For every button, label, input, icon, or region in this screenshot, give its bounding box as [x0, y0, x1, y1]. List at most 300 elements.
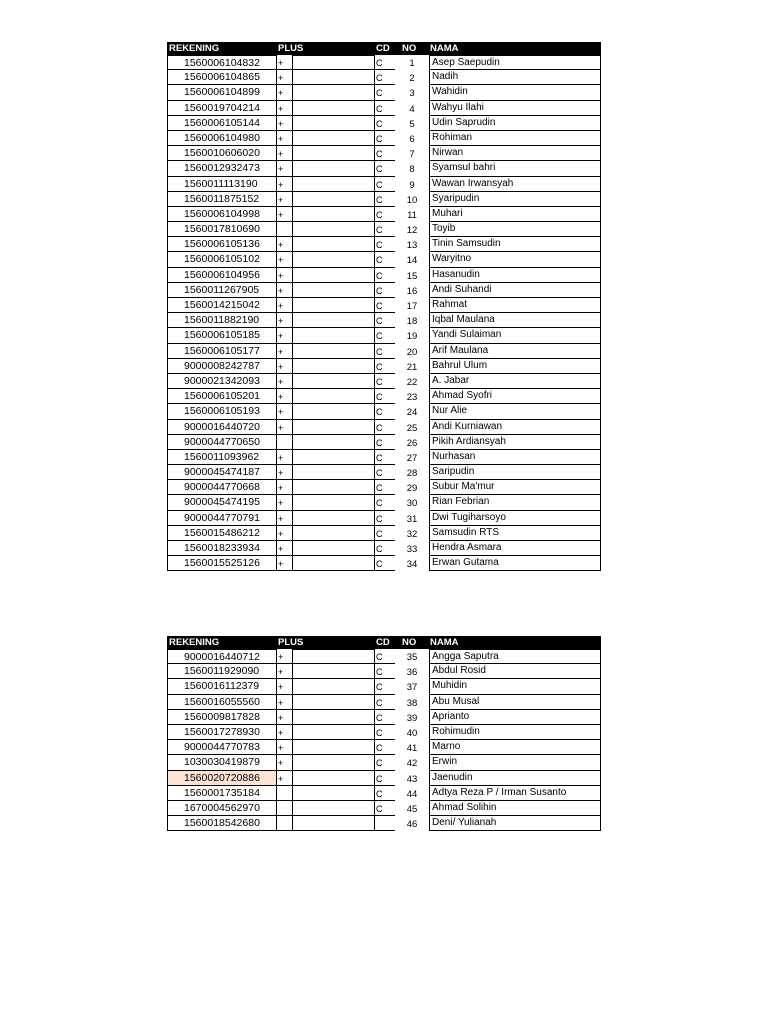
nama-cell: Erwan Gutama: [429, 556, 601, 571]
plus-cell: +: [277, 207, 292, 222]
cd-cell: C: [375, 664, 395, 679]
rekening-cell: 1560011093962: [167, 450, 277, 465]
cd-cell: C: [375, 725, 395, 740]
table-row: [167, 786, 601, 801]
nama-cell: Ahmad Syofri: [429, 389, 601, 404]
rekening-cell: 1560014215042: [167, 298, 277, 313]
nama-cell: Andi Suhandi: [429, 283, 601, 298]
nama-cell: Wahidin: [429, 85, 601, 100]
no-cell: 17: [406, 301, 418, 312]
plus-cell: +: [277, 740, 292, 755]
no-cell: 8: [409, 164, 415, 176]
nama-cell: Asep Saepudin: [429, 55, 601, 70]
empty-input-cell: [292, 298, 375, 313]
table-row: [167, 435, 601, 450]
rekening-cell: 1560019704214: [167, 101, 277, 116]
no-cell: 32: [406, 528, 418, 540]
table-row: [167, 710, 601, 725]
header-nama: NAMA: [430, 637, 459, 648]
header-rekening: REKENING: [169, 43, 220, 54]
cd-cell: C: [375, 755, 395, 770]
empty-input-cell: [292, 695, 375, 710]
table-row: [167, 389, 601, 404]
plus-cell: +: [277, 237, 292, 252]
rekening-cell: 1560006104998: [167, 207, 277, 222]
plus-cell: +: [277, 526, 292, 541]
no-cell: 18: [406, 316, 418, 328]
nama-cell: Arif Maulana: [429, 344, 601, 359]
cd-cell: C: [375, 328, 395, 343]
cd-cell: C: [375, 101, 395, 116]
rekening-cell: 9000016440712: [167, 649, 277, 664]
plus-cell: +: [277, 359, 292, 374]
cd-cell: C: [375, 313, 395, 328]
table-row: [167, 101, 601, 116]
no-cell: 11: [407, 209, 417, 221]
plus-cell: +: [277, 101, 292, 116]
nama-cell: Rian Febrian: [429, 495, 601, 510]
table-section-1: [167, 42, 601, 571]
no-cell: 19: [406, 331, 418, 343]
empty-input-cell: [292, 161, 375, 176]
no-cell: 24: [406, 407, 418, 419]
rekening-cell: 9000044770668: [167, 480, 277, 495]
plus-cell: +: [277, 131, 292, 146]
nama-cell: Subur Ma'mur: [429, 480, 601, 495]
cd-cell: C: [375, 268, 395, 283]
plus-cell: +: [277, 298, 292, 313]
plus-cell: +: [277, 177, 292, 192]
cd-cell: C: [375, 404, 395, 419]
plus-cell: +: [277, 268, 292, 283]
empty-input-cell: [292, 725, 375, 740]
nama-cell: Andi Kurniawan: [429, 420, 601, 435]
empty-input-cell: [292, 222, 375, 237]
cd-cell: C: [375, 465, 395, 480]
table-row: [167, 801, 601, 816]
table-row: [167, 298, 601, 313]
nama-cell: Nurhasan: [429, 450, 601, 465]
no-cell: 5: [409, 118, 415, 130]
rekening-cell: 1560020720886: [167, 771, 277, 786]
empty-input-cell: [292, 495, 375, 510]
no-cell: 26: [406, 437, 418, 449]
nama-cell: Muhari: [429, 207, 601, 222]
empty-input-cell: [292, 85, 375, 100]
rekening-cell: 1560006105144: [167, 116, 277, 131]
no-cell: 42: [406, 758, 418, 770]
table-row: [167, 495, 601, 510]
table-row: [167, 328, 601, 343]
nama-cell: Hasanudin: [429, 268, 601, 283]
nama-cell: Dwi Tugiharsoyo: [429, 511, 601, 526]
cd-cell: C: [375, 298, 395, 313]
nama-cell: Hendra Asmara: [429, 541, 601, 556]
table-row: [167, 207, 601, 222]
plus-cell: +: [277, 313, 292, 328]
rekening-cell: 1560018542680: [167, 816, 277, 831]
nama-cell: Aprianto: [429, 710, 601, 725]
table-section-2: [167, 636, 601, 831]
plus-cell: +: [277, 374, 292, 389]
empty-input-cell: [292, 740, 375, 755]
table-row: [167, 740, 601, 755]
nama-cell: A. Jabar: [429, 374, 601, 389]
no-cell: 35: [406, 652, 418, 663]
nama-cell: Nirwan: [429, 146, 601, 161]
no-cell: 38: [406, 697, 418, 709]
plus-cell: +: [277, 710, 292, 725]
cd-cell: C: [375, 420, 395, 435]
cd-cell: C: [375, 495, 395, 510]
nama-cell: Samsudin RTS: [429, 526, 601, 541]
no-cell: 40: [406, 727, 418, 739]
cd-cell: C: [375, 116, 395, 131]
plus-cell: +: [277, 480, 292, 495]
empty-input-cell: [292, 328, 375, 343]
no-cell: 10: [406, 194, 418, 206]
empty-input-cell: [292, 374, 375, 389]
rekening-cell: 1560006104865: [167, 70, 277, 85]
table-row: [167, 725, 601, 740]
nama-cell: Rohimudin: [429, 725, 601, 740]
plus-cell: +: [277, 55, 292, 70]
table-row: [167, 420, 601, 435]
empty-input-cell: [292, 70, 375, 85]
empty-input-cell: [292, 283, 375, 298]
table-row: [167, 116, 601, 131]
plus-cell: +: [277, 328, 292, 343]
plus-cell: +: [277, 495, 292, 510]
plus-cell: +: [277, 450, 292, 465]
plus-cell: +: [277, 755, 292, 770]
table-row: [167, 664, 601, 679]
plus-cell: [277, 816, 292, 831]
table-row: [167, 313, 601, 328]
no-cell: 6: [409, 133, 415, 145]
rekening-cell: 1560006104899: [167, 85, 277, 100]
cd-cell: C: [375, 480, 395, 495]
empty-input-cell: [292, 101, 375, 116]
nama-cell: Saripudin: [429, 465, 601, 480]
rekening-cell: 1560006105185: [167, 328, 277, 343]
rekening-cell: 1560006105193: [167, 404, 277, 419]
plus-cell: +: [277, 725, 292, 740]
cd-cell: C: [375, 374, 395, 389]
cd-cell: C: [375, 801, 395, 816]
nama-cell: Deni/ Yulianah: [429, 816, 601, 831]
empty-input-cell: [292, 771, 375, 786]
plus-cell: +: [277, 344, 292, 359]
rekening-cell: 1560011929090: [167, 664, 277, 679]
empty-input-cell: [292, 710, 375, 725]
table-row: [167, 816, 601, 831]
header-nama: NAMA: [430, 43, 459, 54]
cd-cell: C: [375, 146, 395, 161]
table-header: [167, 636, 601, 649]
cd-cell: C: [375, 70, 395, 85]
no-cell: 25: [406, 422, 418, 434]
header-no: NO: [402, 637, 417, 648]
empty-input-cell: [292, 404, 375, 419]
nama-cell: Erwin: [429, 755, 601, 770]
cd-cell: C: [375, 740, 395, 755]
no-cell: 27: [406, 452, 418, 464]
rekening-cell: 1030030419879: [167, 755, 277, 770]
rekening-cell: 1560001735184: [167, 786, 277, 801]
plus-cell: +: [277, 192, 292, 207]
empty-input-cell: [292, 344, 375, 359]
rekening-cell: 1560010606020: [167, 146, 277, 161]
plus-cell: +: [277, 420, 292, 435]
table-row: [167, 404, 601, 419]
rekening-cell: 9000044770783: [167, 740, 277, 755]
nama-cell: Syamsul bahri: [429, 161, 601, 176]
empty-input-cell: [292, 389, 375, 404]
empty-input-cell: [292, 480, 375, 495]
rekening-cell: 1560006105201: [167, 389, 277, 404]
nama-cell: Wahyu Ilahi: [429, 101, 601, 116]
nama-cell: Marno: [429, 740, 601, 755]
nama-cell: Rahmat: [429, 298, 601, 313]
plus-cell: +: [277, 161, 292, 176]
table-row: [167, 541, 601, 556]
empty-input-cell: [292, 679, 375, 694]
nama-cell: Bahrul Ulum: [429, 359, 601, 374]
empty-input-cell: [292, 801, 375, 816]
table-row: [167, 283, 601, 298]
no-cell: 45: [406, 803, 418, 815]
cd-cell: C: [375, 131, 395, 146]
cd-cell: C: [375, 679, 395, 694]
no-cell: 21: [406, 361, 418, 373]
cd-cell: C: [375, 177, 395, 192]
rekening-cell: 9000008242787: [167, 359, 277, 374]
nama-cell: Nadih: [429, 70, 601, 85]
nama-cell: Adtya Reza P / Irman Susanto: [429, 786, 601, 801]
no-cell: 43: [406, 773, 418, 785]
no-cell: 34: [406, 559, 418, 571]
plus-cell: +: [277, 679, 292, 694]
plus-cell: +: [277, 649, 292, 664]
table-row: [167, 359, 601, 374]
nama-cell: Muhidin: [429, 679, 601, 694]
nama-cell: Yandi Sulaiman: [429, 328, 601, 343]
table-row: [167, 649, 601, 664]
no-cell: 23: [406, 392, 418, 404]
rekening-cell: 1560012932473: [167, 161, 277, 176]
table-row: [167, 268, 601, 283]
no-cell: 13: [406, 240, 418, 252]
rekening-cell: 9000016440720: [167, 420, 277, 435]
plus-cell: +: [277, 283, 292, 298]
no-cell: 16: [406, 285, 418, 297]
empty-input-cell: [292, 268, 375, 283]
no-cell: 1: [409, 58, 415, 69]
empty-input-cell: [292, 816, 375, 831]
rekening-cell: 1560015486212: [167, 526, 277, 541]
empty-input-cell: [292, 207, 375, 222]
table-row: [167, 252, 601, 267]
empty-input-cell: [292, 511, 375, 526]
no-cell: 20: [406, 346, 418, 358]
cd-cell: [375, 816, 395, 831]
nama-cell: Iqbal Maulana: [429, 313, 601, 328]
no-cell: 9: [409, 179, 415, 191]
rekening-cell: 1560006104956: [167, 268, 277, 283]
header-cd: CD: [376, 43, 390, 54]
cd-cell: C: [375, 237, 395, 252]
nama-cell: Abu Musal: [429, 695, 601, 710]
no-cell: 31: [406, 513, 418, 525]
no-cell: 37: [406, 682, 418, 694]
cd-cell: C: [375, 222, 395, 237]
rekening-cell: 9000045474187: [167, 465, 277, 480]
plus-cell: +: [277, 252, 292, 267]
table-row: [167, 55, 601, 70]
no-cell: 14: [406, 255, 418, 267]
rekening-cell: 1560011267905: [167, 283, 277, 298]
no-cell: 44: [406, 788, 418, 800]
plus-cell: [277, 786, 292, 801]
plus-cell: +: [277, 70, 292, 85]
table-row: [167, 556, 601, 571]
table-row: [167, 755, 601, 770]
rekening-cell: 1560017278930: [167, 725, 277, 740]
no-cell: 22: [406, 376, 418, 388]
plus-cell: +: [277, 85, 292, 100]
table-row: [167, 465, 601, 480]
cd-cell: C: [375, 55, 395, 70]
rekening-cell: 1670004562970: [167, 801, 277, 816]
no-cell: 15: [406, 270, 418, 282]
cd-cell: C: [375, 786, 395, 801]
nama-cell: Jaenudin: [429, 771, 601, 786]
table-row: [167, 192, 601, 207]
no-cell: 28: [406, 468, 418, 480]
empty-input-cell: [292, 556, 375, 571]
table-row: [167, 450, 601, 465]
header-plus: PLUS: [278, 637, 304, 648]
nama-cell: Rohiman: [429, 131, 601, 146]
table-body: [167, 649, 601, 831]
nama-cell: Angga Saputra: [429, 649, 601, 664]
plus-cell: +: [277, 664, 292, 679]
rekening-cell: 1560016055560: [167, 695, 277, 710]
rekening-cell: 1560011875152: [167, 192, 277, 207]
plus-cell: +: [277, 511, 292, 526]
cd-cell: C: [375, 161, 395, 176]
cd-cell: C: [375, 450, 395, 465]
no-cell: 46: [406, 819, 418, 831]
rekening-cell: 9000044770650: [167, 435, 277, 450]
table-row: [167, 222, 601, 237]
table-row: [167, 695, 601, 710]
no-cell: 2: [409, 73, 415, 85]
empty-input-cell: [292, 313, 375, 328]
rekening-cell: 1560009817828: [167, 710, 277, 725]
plus-cell: [277, 801, 292, 816]
plus-cell: +: [277, 771, 292, 786]
plus-cell: +: [277, 404, 292, 419]
empty-input-cell: [292, 541, 375, 556]
rekening-cell: 1560006104980: [167, 131, 277, 146]
table-header: [167, 42, 601, 55]
rekening-cell: 1560006105102: [167, 252, 277, 267]
empty-input-cell: [292, 237, 375, 252]
table-row: [167, 161, 601, 176]
cd-cell: C: [375, 556, 395, 571]
empty-input-cell: [292, 450, 375, 465]
empty-input-cell: [292, 146, 375, 161]
no-cell: 4: [409, 103, 415, 115]
table-row: [167, 177, 601, 192]
rekening-cell: 1560006105177: [167, 344, 277, 359]
nama-cell: Nur Alie: [429, 404, 601, 419]
nama-cell: Pikih Ardiansyah: [429, 435, 601, 450]
nama-cell: Waryitno: [429, 252, 601, 267]
empty-input-cell: [292, 664, 375, 679]
rekening-cell: 9000045474195: [167, 495, 277, 510]
table-row: [167, 85, 601, 100]
empty-input-cell: [292, 359, 375, 374]
table-row: [167, 374, 601, 389]
nama-cell: Wawan Irwansyah: [429, 177, 601, 192]
plus-cell: +: [277, 695, 292, 710]
table-row: [167, 679, 601, 694]
rekening-cell: 1560015525126: [167, 556, 277, 571]
rekening-cell: 1560011882190: [167, 313, 277, 328]
cd-cell: C: [375, 526, 395, 541]
plus-cell: [277, 222, 292, 237]
rekening-cell: 1560006105136: [167, 237, 277, 252]
no-cell: 7: [409, 149, 415, 161]
no-cell: 3: [409, 88, 415, 100]
cd-cell: C: [375, 649, 395, 664]
plus-cell: +: [277, 465, 292, 480]
empty-input-cell: [292, 435, 375, 450]
cd-cell: C: [375, 192, 395, 207]
table-row: [167, 131, 601, 146]
no-cell: 12: [406, 225, 418, 237]
cd-cell: C: [375, 359, 395, 374]
empty-input-cell: [292, 116, 375, 131]
empty-input-cell: [292, 649, 375, 664]
nama-cell: Toyib: [429, 222, 601, 237]
empty-input-cell: [292, 420, 375, 435]
nama-cell: Ahmad Solihin: [429, 801, 601, 816]
cd-cell: C: [375, 435, 395, 450]
table-row: [167, 344, 601, 359]
no-cell: 36: [406, 667, 418, 679]
table-row: [167, 511, 601, 526]
table-body: [167, 55, 601, 571]
nama-cell: Abdul Rosid: [429, 664, 601, 679]
empty-input-cell: [292, 786, 375, 801]
table-row: [167, 480, 601, 495]
empty-input-cell: [292, 465, 375, 480]
rekening-cell: 9000021342093: [167, 374, 277, 389]
header-no: NO: [402, 43, 417, 54]
empty-input-cell: [292, 526, 375, 541]
empty-input-cell: [292, 192, 375, 207]
header-plus: PLUS: [278, 43, 304, 54]
rekening-cell: 9000044770791: [167, 511, 277, 526]
empty-input-cell: [292, 252, 375, 267]
no-cell: 39: [406, 712, 418, 724]
no-cell: 29: [406, 483, 418, 495]
plus-cell: +: [277, 116, 292, 131]
